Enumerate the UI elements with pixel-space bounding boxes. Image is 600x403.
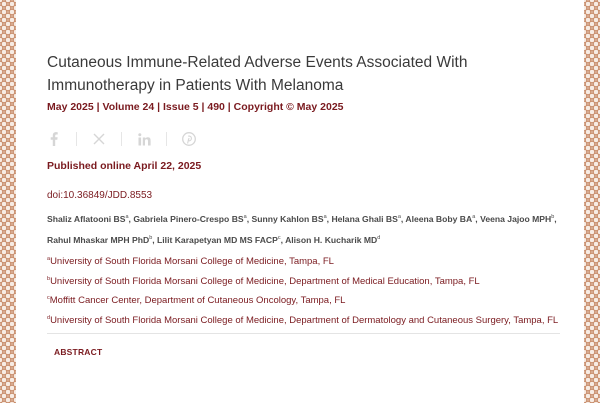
pinterest-icon[interactable] xyxy=(182,132,196,146)
affiliation-text: University of South Florida Morsani College of Medicine, Department of Medical Education, Tampa, FL xyxy=(50,275,480,287)
article-title: Cutaneous Immune-Related Adverse Events Associated With Immunotherapy in Patients With Melanoma xyxy=(47,54,468,94)
affiliation-marker: a xyxy=(47,256,51,262)
affiliation-item xyxy=(47,292,567,308)
doi-link[interactable]: doi:10.36849/JDD.8553 xyxy=(47,190,153,201)
author-affiliation-marker: a xyxy=(243,214,247,220)
author-affiliation-marker: a xyxy=(323,214,327,220)
affiliation-text: University of South Florida Morsani College of Medicine, Department of Dermatology and Cutaneous Surgery, Tampa, FL xyxy=(50,315,559,327)
affiliation-marker: d xyxy=(47,314,51,321)
x-icon[interactable] xyxy=(92,132,106,146)
affiliation-text: Moffitt Cancer Center, Department of Cutaneous Oncology, Tampa, FL xyxy=(49,295,346,307)
divider xyxy=(76,132,77,146)
issue-info: May 2025 | Volume 24 | Issue 5 | 490 | Copyright © May 2025 xyxy=(47,101,344,113)
affiliation-item xyxy=(47,273,567,289)
author-name: Helana Ghali BS xyxy=(331,213,398,224)
affiliation-list xyxy=(47,253,567,332)
affiliation-marker: c xyxy=(47,295,50,302)
author-name: Shaliz Aflatooni BS xyxy=(47,213,126,224)
affiliation-item xyxy=(47,253,567,269)
author-name: Lilit Karapetyan MD MS FACP xyxy=(157,234,278,245)
linkedin-icon[interactable] xyxy=(137,132,151,146)
author-affiliation-marker: a xyxy=(472,214,476,220)
author-name: Rahul Mhaskar MPH PhD xyxy=(47,234,150,245)
author-affiliation-marker: b xyxy=(149,234,153,241)
author-affiliation-marker: a xyxy=(125,214,129,220)
affiliation-item xyxy=(47,312,567,328)
share-bar xyxy=(47,130,196,148)
author-affiliation-marker: a xyxy=(397,214,401,220)
divider xyxy=(166,132,167,146)
facebook-icon[interactable] xyxy=(47,132,61,146)
author-name: Alison H. Kucharik MD xyxy=(285,234,378,245)
abstract-heading[interactable]: ABSTRACT xyxy=(54,347,103,357)
affiliation-marker: b xyxy=(47,275,51,282)
affiliation-text: University of South Florida Morsani College of Medicine, Tampa, FL xyxy=(50,256,334,268)
decorative-border-right xyxy=(584,0,600,403)
author-name: Veena Jajoo MPH xyxy=(480,213,552,224)
section-divider xyxy=(47,333,560,334)
author-name: Sunny Kahlon BS xyxy=(251,213,324,224)
author-name: Aleena Boby BA xyxy=(405,213,473,224)
published-date: Published online April 22, 2025 xyxy=(47,160,202,172)
author-affiliation-marker: c xyxy=(277,234,281,241)
author-list: Shaliz Aflatooni $BS^a$, Gabriela Pinero-Crespo $BS^a$, Sunny Kahlon $BS^a$, Helana Ghali $BS^a$, Aleena Boby $BA^a$, Veena Jajoo MPH$^b$, Rahul Mhaskar MPH PhD$^b$, Lilit Karapetyan MD MS FACP$^c$, Alison H. Kucharik $MD^d$ xyxy=(47,213,557,245)
author-name: Gabriela Pinero-Crespo BS xyxy=(133,213,244,224)
author-affiliation-marker: d xyxy=(377,234,381,241)
author-affiliation-marker: b xyxy=(551,214,555,220)
divider xyxy=(121,132,122,146)
decorative-border-left xyxy=(0,0,16,403)
